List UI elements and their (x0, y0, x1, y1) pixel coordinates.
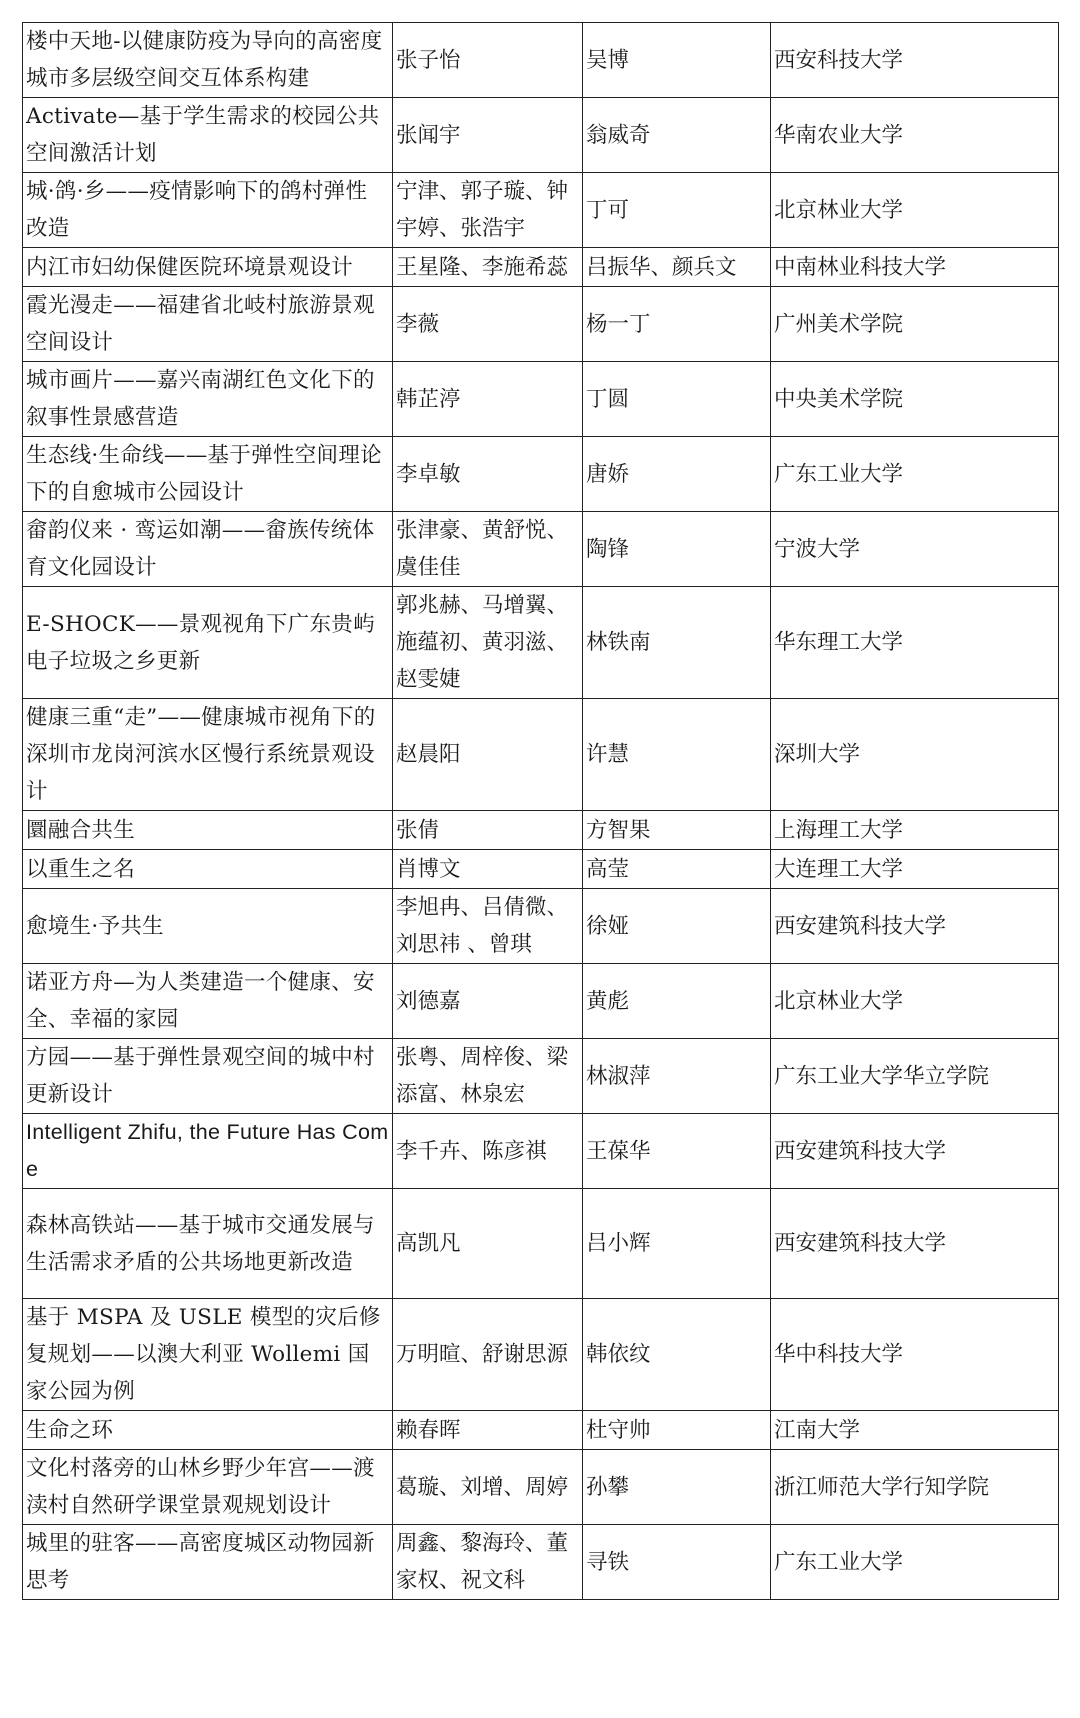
school-cell: 上海理工大学 (771, 811, 1059, 850)
school-cell: 华中科技大学 (771, 1299, 1059, 1411)
authors-cell: 赵晨阳 (393, 699, 583, 811)
authors-cell: 李千卉、陈彦祺 (393, 1114, 583, 1189)
authors-cell: 肖博文 (393, 850, 583, 889)
project-title-cell: 愈境生·予共生 (23, 889, 393, 964)
advisor-cell: 林淑萍 (583, 1039, 771, 1114)
table-row (23, 1450, 1059, 1525)
authors-cell: 高凯凡 (393, 1189, 583, 1299)
authors-cell: 张津豪、黄舒悦、虞佳佳 (393, 512, 583, 587)
authors-cell: 赖春晖 (393, 1411, 583, 1450)
table-row (23, 1114, 1059, 1189)
school-cell: 中南林业科技大学 (771, 248, 1059, 287)
table-row (23, 1411, 1059, 1450)
authors-cell: 刘德嘉 (393, 964, 583, 1039)
table-body (23, 23, 1059, 1600)
school-cell: 江南大学 (771, 1411, 1059, 1450)
school-cell: 大连理工大学 (771, 850, 1059, 889)
school-cell: 华东理工大学 (771, 587, 1059, 699)
project-title-cell: 生命之环 (23, 1411, 393, 1450)
advisor-cell: 林铁南 (583, 587, 771, 699)
school-cell: 北京林业大学 (771, 964, 1059, 1039)
project-title-cell: 诺亚方舟—为人类建造一个健康、安全、幸福的家园 (23, 964, 393, 1039)
table-row (23, 850, 1059, 889)
table-row (23, 23, 1059, 98)
authors-cell: 郭兆赫、马增翼、施蕴初、黄羽滋、赵雯婕 (393, 587, 583, 699)
school-cell: 西安建筑科技大学 (771, 1114, 1059, 1189)
project-title-cell: 生态线·生命线——基于弹性空间理论下的自愈城市公园设计 (23, 437, 393, 512)
advisor-cell: 方智果 (583, 811, 771, 850)
advisor-cell: 韩依纹 (583, 1299, 771, 1411)
authors-cell: 张闻宇 (393, 98, 583, 173)
project-title-cell: 森林高铁站——基于城市交通发展与生活需求矛盾的公共场地更新改造 (23, 1189, 393, 1299)
advisor-cell: 丁圆 (583, 362, 771, 437)
table-row (23, 512, 1059, 587)
authors-cell: 李旭冉、吕倩微、刘思祎 、曾琪 (393, 889, 583, 964)
project-title-cell: 城里的驻客——高密度城区动物园新思考 (23, 1525, 393, 1600)
table-row (23, 362, 1059, 437)
table-row (23, 173, 1059, 248)
school-cell: 中央美术学院 (771, 362, 1059, 437)
advisor-cell: 徐娅 (583, 889, 771, 964)
authors-cell: 张子怡 (393, 23, 583, 98)
advisor-cell: 丁可 (583, 173, 771, 248)
advisor-cell: 许慧 (583, 699, 771, 811)
table-row (23, 1299, 1059, 1411)
advisor-cell: 王葆华 (583, 1114, 771, 1189)
school-cell: 北京林业大学 (771, 173, 1059, 248)
advisor-cell: 吕小辉 (583, 1189, 771, 1299)
school-cell: 广东工业大学 (771, 1525, 1059, 1600)
advisor-cell: 陶锋 (583, 512, 771, 587)
advisor-cell: 翁威奇 (583, 98, 771, 173)
project-title-cell: 霞光漫走——福建省北岐村旅游景观空间设计 (23, 287, 393, 362)
project-title-cell: 城市画片——嘉兴南湖红色文化下的叙事性景感营造 (23, 362, 393, 437)
authors-cell: 宁津、郭子璇、钟宇婷、张浩宇 (393, 173, 583, 248)
table-row (23, 1039, 1059, 1114)
project-title-cell: 以重生之名 (23, 850, 393, 889)
school-cell: 华南农业大学 (771, 98, 1059, 173)
advisor-cell: 黄彪 (583, 964, 771, 1039)
advisor-cell: 吴博 (583, 23, 771, 98)
table-row (23, 699, 1059, 811)
advisor-cell: 杨一丁 (583, 287, 771, 362)
award-list-table (22, 22, 1059, 1600)
project-title-cell: Intelligent Zhifu, the Future Has Come (23, 1114, 393, 1189)
school-cell: 广州美术学院 (771, 287, 1059, 362)
project-title-cell: 基于 MSPA 及 USLE 模型的灾后修复规划——以澳大利亚 Wollemi 国家公园为例 (23, 1299, 393, 1411)
table-row (23, 248, 1059, 287)
school-cell: 西安科技大学 (771, 23, 1059, 98)
project-title-cell: 方园——基于弹性景观空间的城中村更新设计 (23, 1039, 393, 1114)
advisor-cell: 杜守帅 (583, 1411, 771, 1450)
authors-cell: 王星隆、李施希蕊 (393, 248, 583, 287)
advisor-cell: 寻铁 (583, 1525, 771, 1600)
table-row (23, 811, 1059, 850)
authors-cell: 李薇 (393, 287, 583, 362)
project-title-cell: 圜融合共生 (23, 811, 393, 850)
school-cell: 西安建筑科技大学 (771, 1189, 1059, 1299)
table-row (23, 1525, 1059, 1600)
table-row (23, 587, 1059, 699)
school-cell: 广东工业大学华立学院 (771, 1039, 1059, 1114)
project-title-cell: 城·鸽·乡——疫情影响下的鸽村弹性改造 (23, 173, 393, 248)
school-cell: 宁波大学 (771, 512, 1059, 587)
authors-cell: 张粤、周梓俊、梁添富、林泉宏 (393, 1039, 583, 1114)
authors-cell: 葛璇、刘增、周婷 (393, 1450, 583, 1525)
authors-cell: 张倩 (393, 811, 583, 850)
project-title-cell: 楼中天地-以健康防疫为导向的高密度城市多层级空间交互体系构建 (23, 23, 393, 98)
project-title-cell: 内江市妇幼保健医院环境景观设计 (23, 248, 393, 287)
advisor-cell: 吕振华、颜兵文 (583, 248, 771, 287)
authors-cell: 周鑫、黎海玲、董家权、祝文科 (393, 1525, 583, 1600)
school-cell: 浙江师范大学行知学院 (771, 1450, 1059, 1525)
school-cell: 广东工业大学 (771, 437, 1059, 512)
project-title-cell: 健康三重“走”——健康城市视角下的深圳市龙岗河滨水区慢行系统景观设计 (23, 699, 393, 811)
table-row (23, 889, 1059, 964)
project-title-cell: 畲韵仪来 · 鸾运如潮——畲族传统体育文化园设计 (23, 512, 393, 587)
project-title-cell: E-SHOCK——景观视角下广东贵屿电子垃圾之乡更新 (23, 587, 393, 699)
project-title-cell: Activate—基于学生需求的校园公共空间激活计划 (23, 98, 393, 173)
authors-cell: 万明暄、舒谢思源 (393, 1299, 583, 1411)
table-row (23, 287, 1059, 362)
advisor-cell: 唐娇 (583, 437, 771, 512)
advisor-cell: 高莹 (583, 850, 771, 889)
school-cell: 深圳大学 (771, 699, 1059, 811)
advisor-cell: 孙攀 (583, 1450, 771, 1525)
project-title-cell: 文化村落旁的山林乡野少年宫——渡渎村自然研学课堂景观规划设计 (23, 1450, 393, 1525)
table-row (23, 98, 1059, 173)
table-row (23, 1189, 1059, 1299)
authors-cell: 韩芷渟 (393, 362, 583, 437)
table-row (23, 964, 1059, 1039)
authors-cell: 李卓敏 (393, 437, 583, 512)
table-row (23, 437, 1059, 512)
school-cell: 西安建筑科技大学 (771, 889, 1059, 964)
